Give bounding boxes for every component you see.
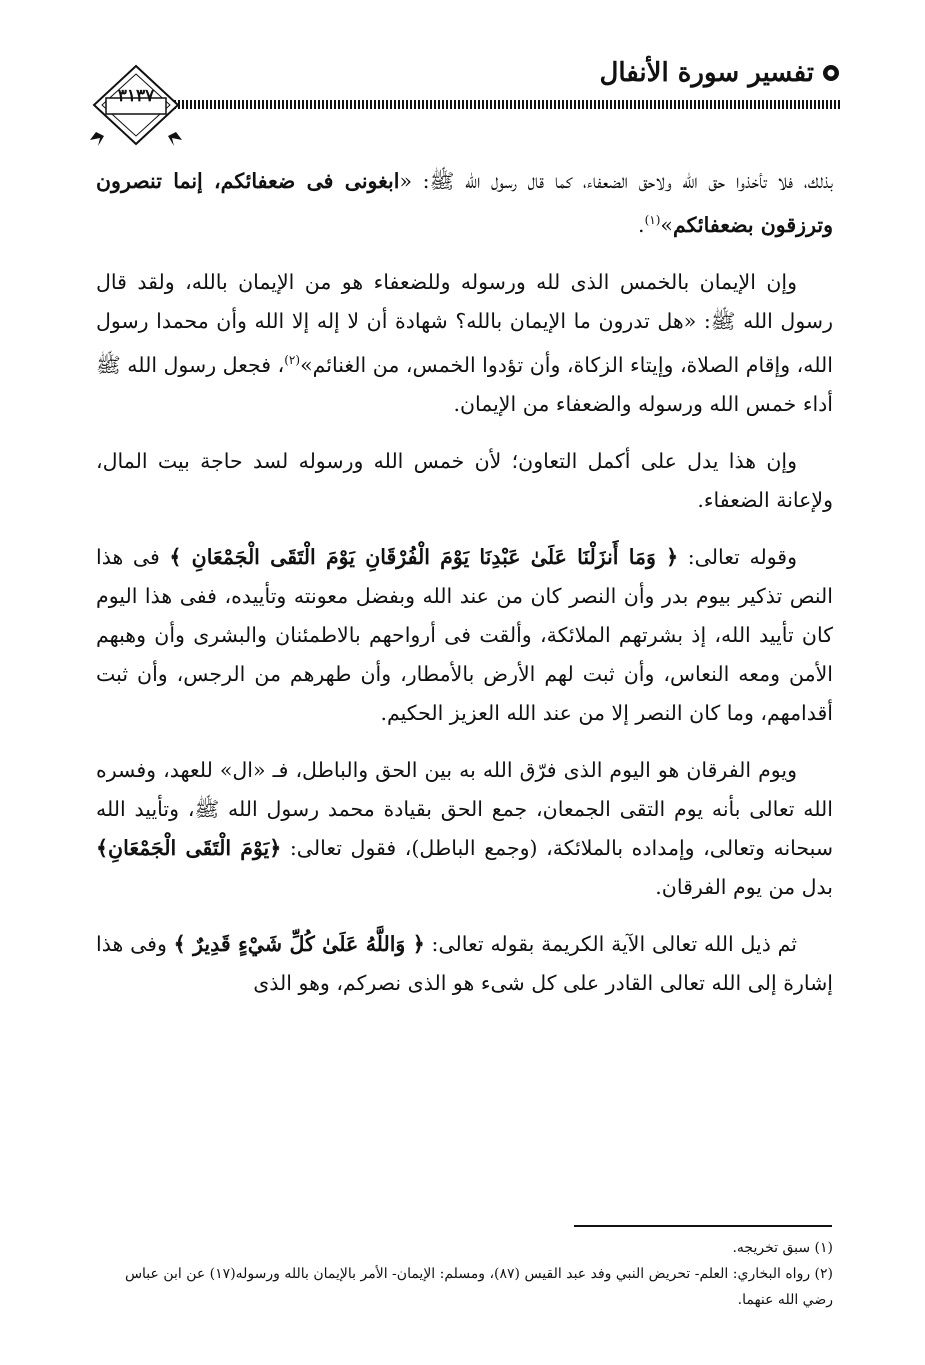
page-number: ٣١٣٧: [117, 86, 155, 106]
paragraph-2: [96, 263, 833, 424]
paragraph-2-tail: ، فجعل رسول الله ﷺ أداء خمس الله ورسوله والضعفاء من الإيمان.: [96, 352, 833, 416]
paragraph-1-intro: بذلك، فلا تأخذوا حق الله ولاحق الضعفاء، كما قال رسول الله ﷺ: «: [399, 169, 833, 193]
quran-verse-3: ﴿ وَاللَّهُ عَلَىٰ كُلِّ شَيْءٍ قَدِيرٌ ﴾: [173, 931, 425, 956]
paragraph-5: [96, 751, 833, 907]
paragraph-5-text: ويوم الفرقان هو اليوم الذى فرّق الله به بين الحق والباطل، فـ «ال» للعهد، وفسره الله تعالى بأنه يوم التقى الجمعان، جمع الحق بقيادة محمد رسول الله ﷺ، وتأييد الله سبحانه وتعالى، وإمداده بالملائكة، (وجمع الباطل)، فقول تعالى:: [96, 757, 834, 860]
paragraph-6: [96, 925, 833, 1003]
paragraph-4-intro: وقوله تعالى:: [678, 544, 797, 569]
body-text: [96, 162, 833, 1021]
paragraph-3-text: وإن هذا يدل على أكمل التعاون؛ لأن خمس الله ورسوله لسد حاجة بيت المال، ولإعانة الضعفاء.: [96, 448, 833, 512]
paragraph-4-tail: فى هذا النص تذكير بيوم بدر وأن النصر كان من عند الله وبفضل معونته وتأييده، ففى هذا اليوم كان تأييد الله، إذ بشرتهم الملائكة، وألقت فى أرواحهم بالاطمئنان والبشرى وأن وهبهم الأمن ومعه النعاس، وأن ثبت لهم الأرض بالأمطار، وأن طهرهم من الرجس، وأن ثبت أقدامهم، وما كان النصر إلا من عند الله العزيز الحكيم.: [96, 544, 833, 725]
paragraph-1: [96, 162, 833, 245]
paragraph-6-intro: ثم ذيل الله تعالى الآية الكريمة بقوله تعالى:: [424, 931, 797, 956]
paragraph-1-tail: .: [638, 212, 645, 237]
footnote-2: (٢) رواه البخاري: العلم- تحريض النبي وفد عبد القيس (٨٧)، ومسلم: الإيمان- الأمر بالإيمان بالله ورسوله(١٧) عن ابن عباس رضي الله عنهما.: [124, 1266, 833, 1308]
quran-verse-1: ﴿ وَمَا أَنزَلْنَا عَلَىٰ عَبْدِنَا يَوْمَ الْفُرْقَانِ يَوْمَ الْتَقَى الْجَمْعَانِ ﴾: [169, 544, 679, 569]
footnote-ref-2[interactable]: (٢): [284, 352, 301, 367]
running-head: [599, 58, 840, 88]
paragraph-4: [96, 538, 833, 733]
hadith-quote: ابغونى فى ضعفائكم، إنما تنصرون وترزقون بضعفائكم: [96, 169, 833, 237]
footnote-separator: [574, 1225, 832, 1227]
paragraph-6-tail: وفى هذا إشارة إلى الله تعالى القادر على كل شىء هو الذى نصركم، وهو الذى: [96, 931, 833, 995]
quran-verse-2: ﴿يَوْمَ الْتَقَى الْجَمْعَانِ﴾: [96, 835, 282, 860]
footnote-1: (١) سبق تخريجه.: [732, 1240, 833, 1256]
paragraph-5-tail: بدل من يوم الفرقان.: [655, 874, 833, 899]
paragraph-3: [96, 442, 833, 520]
paragraph-1-outro: »: [660, 212, 673, 237]
footnotes: [96, 1235, 833, 1313]
page-header: [88, 50, 840, 150]
footnote-ref-1[interactable]: (١): [644, 213, 661, 227]
header-rule: [166, 100, 840, 109]
paragraph-2-text: وإن الإيمان بالخمس الذى لله ورسوله وللضعفاء هو من الإيمان بالله، ولقد قال رسول الله ﷺ: «هل تدرون ما الإيمان بالله؟ شهادة أن لا إله إلا الله وأن محمدا رسول الله، وإقام الصلاة، وإيتاء الزكاة، وأن تؤدوا الخمس، من الغنائم»: [96, 269, 833, 377]
running-head-title: تفسير سورة الأنفال: [599, 58, 814, 88]
ornament-icon: [822, 64, 840, 82]
